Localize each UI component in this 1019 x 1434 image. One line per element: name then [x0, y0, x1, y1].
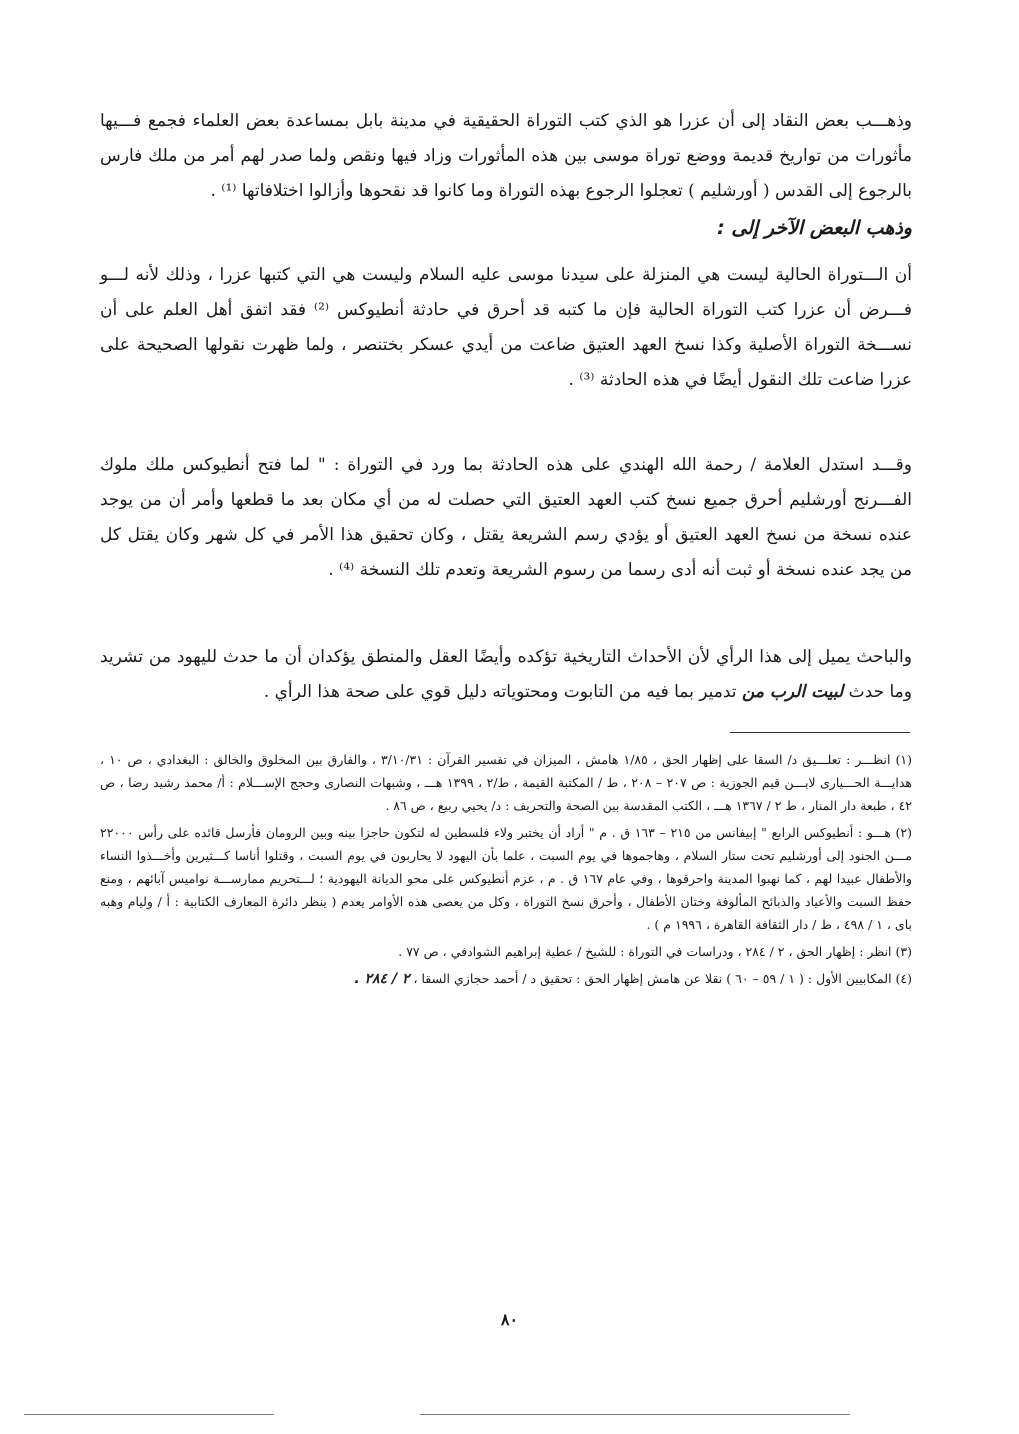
paragraph-1: وذهـــب بعض النقاد إلى أن عزرا هو الذي كتب التوراة الحقيقية في مدينة بابل بمساعدة بعض العلماء فجمع فـــيها مأثورات من تواريخ قديمة ووضع توراة موسى بين هذه المأثورات وزاد فيها ونقص ولما صدر لهم أمر من ملك فارس بالرجوع إلى القدس ( أورشليم ) تعجلوا الرجوع بهذه التوراة وما كانوا قد نقحوها وأزالوا اختلافاتها ⁽¹⁾ .: [100, 111, 912, 201]
paragraph-5-end: تدمير بما فيه من التابوت ومحتوياته دليل قوي على صحة هذا الرأي .: [263, 682, 742, 702]
footnotes: [100, 748, 912, 995]
footnote-2: (٢) هـــو : أنطيوكس الرابع " إبيفانس من ٢١٥ – ١٦٣ ق . م " أراد أن يختبر ولاء فلسطين له لتكون حاجزا بينه وبين الرومان فأرسل قائده على رأس ٢٢٠٠٠ مـــن الجنود إلى أورشليم تحت ستار السلام ، وهاجموها في يوم السبت ، علما بأن اليهود لا يحاربون في يوم السبت ، وقتلوا أناسا كـــثيرين وأخـــذوا النساء والأطفال عبيدا لهم ، كما نهبوا المدينة واحرقوها ، وفي عام ١٦٧ ق . م ، عزم أنطيوكس على محو الديانة اليهودية ؛ لـــتحريم ممارســـة نواميس آبائهم ، ومنع حفظ السبت والأعياد والذبائح المألوفة وختان الأطفال ، وأحرق نسخ التوراة ، وكل من يعصى هذه الأوامر يعدم ( ينظر دائرة المعارف الكتابية : أ / وليام وهبه باى ، ١ / ٤٩٨ ، ط / دار الثقافة القاهرة ، ١٩٩٦ م ) .: [100, 825, 913, 932]
main-body: [100, 104, 912, 246]
paragraph-5: [100, 640, 912, 710]
paragraph-5-start: والباحث يميل إلى هذا الرأي لأن الأحداث التاريخية تؤكده وأيضًا العقل والمنطق يؤكدان أن ما حدث لليهود من تشريد وما حدث: [100, 647, 912, 702]
paragraph-4-block: [100, 448, 912, 588]
paragraph-4: وقـــد استدل العلامة / رحمة الله الهندي على هذه الحادثة بما ورد في التوراة : " لما فتح أنطيوكس ملك ملوك الفـــرنج أورشليم أحرق جميع نسخ كتب العهد العتيق التي حصلت له من أي مكان بعد ما قطعها وأمر أن من يوجد عنده نسخة من نسخ العهد العتيق أو يؤدي رسم الشريعة يقتل ، وكان تحقيق هذا الأمر في كل شهر وكان يقتل كل من يجد عنده نسخة أو ثبت أنه أدى رسما من رسوم الشريعة وتعدم تلك النسخة ⁽⁴⁾ .: [100, 455, 912, 580]
footnote-4-text: (٤) المكابيين الأول : ( ١ / ٥٩ – ٦٠ ) نقلا عن هامش إظهار الحق : تحقيق د / أحمد حجازي السقا ،: [409, 971, 912, 986]
paragraph-5-block: [100, 640, 912, 710]
footnote-4-handwritten: ٢ / ٢٨٤ .: [354, 971, 410, 987]
handwritten-insert: لبيت الرب من: [741, 682, 844, 702]
footnote-4: [100, 967, 912, 991]
footnote-3: (٣) انظر : إظهار الحق ، ٢ / ٢٨٤ ، ودراسات في التوراة : للشيخ / عطية إبراهيم الشوادفي ، ص ٧٧ .: [398, 944, 912, 959]
footnote-1: (١) انظـــر : تعلـــيق د/ السقا على إظهار الحق ، ١/٨٥ هامش ، الميزان في تفسير القرآن : ٣/١٠/٣١ ، والفارق بين المخلوق والخالق : البغدادي ، ص ١٠ ، هدايـــة الحـــيارى لابـــن قيم الجوزية : ص ٢٠٧ – ٢٠٨ ، ط / المكتبة القيمة ، ط/٢ ، ١٣٩٩ هـــ ، وشبهات النصارى وحجج الإســـلام : أ/ محمد رشيد رضا ، ص ٤٢ ، طبعة دار المنار ، ط ٢ / ١٣٦٧ هـــ ، الكتب المقدسة بين الصحة والتحريف : د/ يحيي ربيع ، ص ٨٦ .: [100, 752, 913, 813]
paragraph-3: أن الـــتوراة الحالية ليست هي المنزلة على سيدنا موسى عليه السلام وليست هي التي كتبها عزرا ، وذلك لأنه لـــو فـــرض أن عزرا كتب التوراة الحالية فإن ما كتبه قد أحرق في حادثة أنطيوكس ⁽²⁾ فقد اتفق أهل العلم على أن نســـخة التوراة الأصلية وكذا نسخ العهد العتيق ضاعت من أيدي عسكر بختنصر ، ولما ظهرت نقولها الصحيحة على عزرا ضاعت تلك النقول أيضًا في هذه الحادثة ⁽³⁾ .: [100, 265, 912, 390]
handwritten-heading: وذهب البعض الآخر إلى :: [717, 217, 912, 239]
scan-edge-line: [24, 1414, 274, 1415]
scan-edge-line: [420, 1414, 850, 1415]
footnote-divider: [730, 732, 910, 733]
paragraph-3-block: [100, 258, 912, 398]
page-number: ٨٠: [500, 1310, 519, 1329]
